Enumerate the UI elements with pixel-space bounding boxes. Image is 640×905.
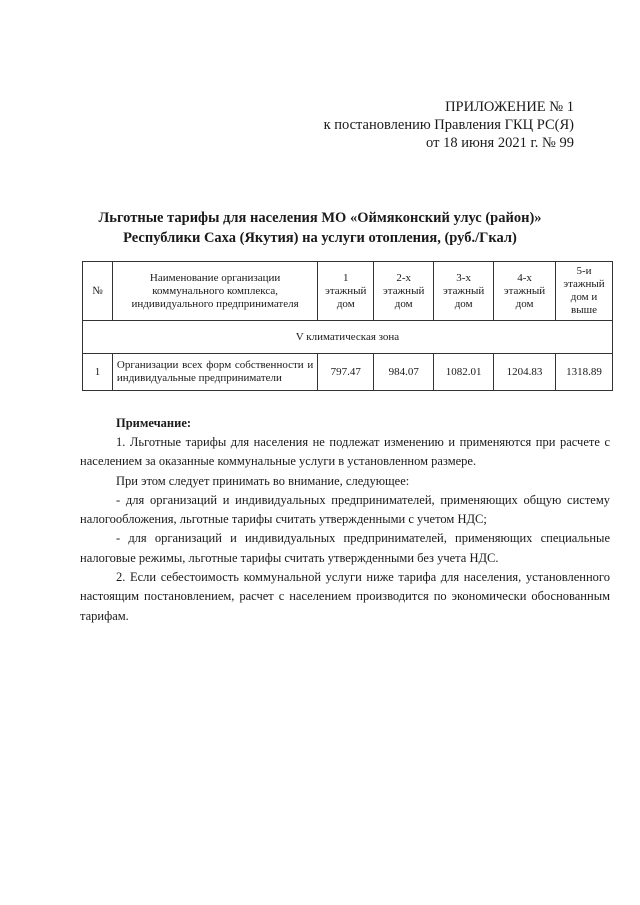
- note-paragraph-2: При этом следует принимать во внимание, следующее:: [116, 473, 410, 488]
- row-tariff-4-floor: 1204.83: [494, 354, 556, 391]
- notes-heading: Примечание:: [116, 416, 192, 430]
- title-line-2: Республики Саха (Якутия) на услуги отопления, (руб./Гкал): [123, 230, 517, 246]
- note-paragraph-3: - для организаций и индивидуальных предпринимателей, применяющих общую систему налогообложения, льготные тарифы считать утвержденными с учетом НДС;: [80, 492, 610, 527]
- tariff-table: [82, 261, 613, 391]
- title-line-1: Льготные тарифы для населения МО «Оймяконский улус (район)»: [98, 210, 542, 226]
- appendix-resolution-ref: к постановлению Правления ГКЦ РС(Я): [323, 117, 574, 133]
- note-paragraph-4: - для организаций и индивидуальных предпринимателей, применяющих специальные налоговые режимы, льготные тарифы считать утвержденными без учета НДС.: [80, 531, 610, 565]
- row-tariff-2-floor: 984.07: [374, 354, 434, 391]
- climate-zone-row: [83, 321, 613, 354]
- row-tariff-1-floor: 797.47: [318, 354, 374, 391]
- notes-body: [80, 433, 610, 626]
- table-row: [83, 354, 613, 391]
- row-number: 1: [83, 354, 113, 391]
- header-3-floor: 3-х этажный дом: [434, 262, 494, 321]
- row-tariff-3-floor: 1082.01: [434, 354, 494, 391]
- appendix-header: [324, 98, 574, 152]
- appendix-title: ПРИЛОЖЕНИЕ № 1: [445, 99, 574, 115]
- header-4-floor: 4-х этажный дом: [494, 262, 556, 321]
- header-1-floor: 1 этажный дом: [318, 262, 374, 321]
- table-header-row: [83, 262, 613, 321]
- header-2-floor: 2-х этажный дом: [374, 262, 434, 321]
- header-5-floor: 5-и этажный дом и выше: [556, 262, 613, 321]
- row-tariff-5-floor: 1318.89: [556, 354, 613, 391]
- notes-heading-block: [116, 414, 610, 433]
- climate-zone-label: V климатическая зона: [83, 321, 613, 354]
- appendix-date-number: от 18 июня 2021 г. № 99: [426, 135, 574, 151]
- note-paragraph-5: 2. Если себестоимость коммунальной услуги ниже тарифа для населения, установленного настоящим постановлением, расчет с населением производится по экономически обоснованным тарифам.: [80, 570, 610, 623]
- row-organization: Организации всех форм собственности и индивидуальные предприниматели: [112, 354, 317, 391]
- note-paragraph-1: 1. Льготные тарифы для населения не подлежат изменению и применяются при расчете с населением за оказанные коммунальные услуги в установленном размере.: [80, 435, 610, 469]
- document-title: [80, 208, 560, 248]
- header-organization: Наименование организации коммунального комплекса, индивидуального предпринимателя: [112, 262, 317, 321]
- header-number: №: [83, 262, 113, 321]
